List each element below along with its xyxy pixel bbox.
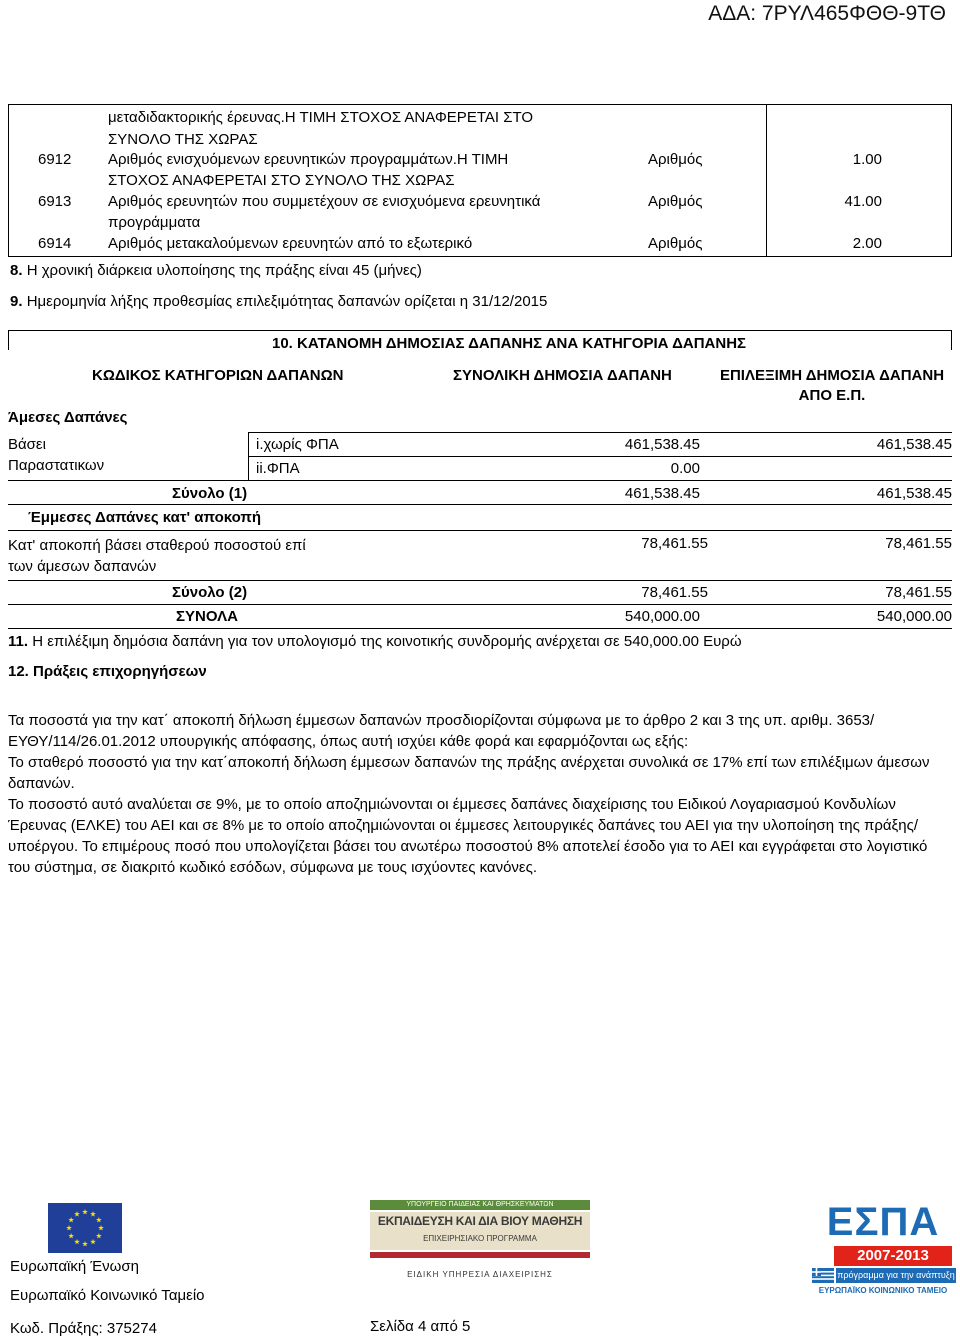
eu-label: Ευρωπαϊκή Ένωση [10, 1258, 139, 1275]
table-left-border [8, 104, 9, 256]
row-border [8, 480, 952, 481]
indicator-code: 6914 [38, 235, 72, 252]
row-vat-label: ii.ΦΠΑ [256, 460, 300, 477]
indicator-text: Αριθμός ενισχυόμενων ερευνητικών προγραμμάτων.Η ΤΙΜΗ [108, 151, 509, 168]
indicator-unit: Αριθμός [648, 151, 703, 168]
espa-slogan: πρόγραμμα για την ανάπτυξη [836, 1268, 956, 1283]
espa-fund: ΕΥΡΩΠΑΪΚΟ ΚΟΙΝΩΝΙΚΟ ΤΑΜΕΙΟ [818, 1286, 948, 1295]
row-novat-total: 461,538.45 [624, 436, 700, 453]
basis-label: Βάσει [8, 436, 46, 453]
indicator-value: 41.00 [844, 193, 882, 210]
project-code: Κωδ. Πράξης: 375274 [10, 1320, 157, 1337]
flat-rate-explanation [8, 710, 948, 878]
flat-rate-eligible: 78,461.55 [885, 535, 952, 552]
flat-rate-total: 78,461.55 [641, 535, 708, 552]
basis-label-2: Παραστατικων [8, 457, 105, 474]
budget-title: 10. ΚΑΤΑΝΟΜΗ ΔΗΜΟΣΙΑΣ ΔΑΠΑΝΗΣ ΑΝΑ ΚΑΤΗΓΟΡΙΑ ΔΑΠΑΝΗΣ [272, 335, 747, 352]
page-number: Σελίδα 4 από 5 [370, 1318, 471, 1335]
subtotal-2-total: 78,461.55 [641, 584, 708, 601]
flat-rate-label-2: των άμεσων δαπανών [8, 558, 157, 575]
grand-total-label: ΣΥΝΟΛΑ [176, 608, 238, 625]
row-novat-eligible: 461,538.45 [876, 436, 952, 453]
subtotal-1-eligible: 461,538.45 [876, 485, 952, 502]
indicator-text: Αριθμός μετακαλούμενων ερευνητών από το εξωτερικό [108, 235, 473, 252]
section-9 [10, 293, 547, 310]
row-vat-total: 0.00 [670, 460, 700, 477]
managing-authority: ΕΙΔΙΚΗ ΥΠΗΡΕΣΙΑ ΔΙΑΧΕΙΡΙΣΗΣ [407, 1270, 553, 1279]
table-bottom-border [8, 256, 952, 257]
greek-flag-cross [812, 1271, 821, 1273]
budget-right-border [951, 330, 952, 350]
table-right-border [951, 104, 952, 256]
table-divider [766, 104, 767, 256]
budget-left-border [8, 330, 9, 350]
paragraph: Το σταθερό ποσοστό για την κατ΄αποκοπή δήλωση έμμεσων δαπανών της πράξης ανέρχεται συνολικά σε 17% επί των επιλέξιμων άμεσων δαπανών. [8, 754, 930, 792]
subtotal-1-label: Σύνολο (1) [172, 485, 248, 502]
row-border [8, 530, 952, 531]
row-border [248, 456, 952, 457]
indicator-text: ΣΤΟΧΟΣ ΑΝΑΦΕΡΕΤΑΙ ΣΤΟ ΣΥΝΟΛΟ ΤΗΣ ΧΩΡΑΣ [108, 172, 455, 189]
indicator-text: μεταδιδακτορικής έρευνας.Η ΤΙΜΗ ΣΤΟΧΟΣ ΑΝΑΦΕΡΕΤΑΙ ΣΤΟ [108, 109, 534, 126]
direct-costs-title: Άμεσες Δαπάνες [8, 409, 128, 426]
row-border [8, 604, 952, 605]
row-border [248, 432, 952, 433]
section-8-number: 8. [10, 262, 23, 279]
indicator-text: Αριθμός ερευνητών που συμμετέχουν σε ενισχυόμενα ερευνητικά [108, 193, 541, 210]
ministry-name: ΥΠΟΥΡΓΕΙΟ ΠΑΙΔΕΙΑΣ ΚΑΙ ΘΡΗΣΚΕΥΜΑΤΩΝ [406, 1201, 554, 1208]
indicator-unit: Αριθμός [648, 235, 703, 252]
column-header-code: ΚΩΔΙΚΟΣ ΚΑΤΗΓΟΡΙΩΝ ΔΑΠΑΝΩΝ [92, 367, 344, 384]
esf-label: Ευρωπαϊκό Κοινωνικό Ταμείο [10, 1287, 205, 1304]
row-border [8, 504, 952, 505]
flat-rate-label: Κατ' αποκοπή βάσει σταθερού ποσοστού επί [8, 537, 306, 554]
greek-flag-stripe [812, 1278, 834, 1280]
indirect-costs-title: Έμμεσες Δαπάνες κατ' αποκοπή [28, 509, 262, 526]
grand-total-eligible: 540,000.00 [876, 608, 952, 625]
espa-title: ΕΣΠΑ [826, 1200, 940, 1244]
indicator-text: προγράμματα [108, 214, 201, 231]
greek-flag-icon [812, 1268, 834, 1283]
indicator-code: 6912 [38, 151, 72, 168]
column-header-eligible-2: ΑΠΟ Ε.Π. [798, 387, 866, 404]
section-11-number: 11. [8, 633, 29, 650]
paragraph: Το ποσοστό αυτό αναλύεται σε 9%, με το οποίο αποζημιώνονται οι έμμεσες δαπάνες διαχείρισης του Ειδικού Λογαριασμού Κονδυλίων Έρευνας (ΕΛΚΕ) του ΑΕΙ και σε 8% με το οποίο αποζημιώνονται οι έμμεσες λειτουργικές δαπάνες του ΑΕΙ για την υλοποίηση της πράξης/υποέργου. Το επιμέρους ποσό που υπολογίζεται βάσει του ανωτέρω ποσοστού 8% αποτελεί έσοδο για το ΑΕΙ και εγγράφεται στο λογιστικό του σύστημα, σε διακριτό κωδικό εσόδων, σύμφωνα με τους ισχύοντες κανόνες. [8, 796, 928, 876]
section-12-title: 12. Πράξεις επιχορηγήσεων [8, 663, 207, 680]
programme-subtitle: ΕΠΙΧΕΙΡΗΣΙΑΚΟ ΠΡΟΓΡΑΜΜΑ [423, 1234, 537, 1243]
row-border [8, 580, 952, 581]
subtotal-2-label: Σύνολο (2) [172, 584, 248, 601]
ada-header: ΑΔΑ: 7ΡΥΛ465ΦΘΘ-9ΤΘ [708, 2, 946, 25]
table-top-border [8, 104, 952, 105]
section-11 [8, 633, 742, 650]
indicator-unit: Αριθμός [648, 193, 703, 210]
grand-total-total: 540,000.00 [624, 608, 700, 625]
section-9-number: 9. [10, 293, 23, 310]
section-8 [10, 262, 422, 279]
section-9-text: Ημερομηνία λήξης προθεσμίας επιλεξιμότητας δαπανών ορίζεται η 31/12/2015 [26, 293, 548, 310]
programme-name: ΕΚΠΑΙΔΕΥΣΗ ΚΑΙ ΔΙΑ ΒΙΟΥ ΜΑΘΗΣΗ [377, 1214, 583, 1228]
column-header-eligible: ΕΠΙΛΕΞΙΜΗ ΔΗΜΟΣΙΑ ΔΑΠΑΝΗ [719, 367, 945, 384]
budget-top-border [8, 330, 952, 331]
column-header-total: ΣΥΝΟΛΙΚΗ ΔΗΜΟΣΙΑ ΔΑΠΑΝΗ [453, 367, 672, 384]
row-border [8, 628, 952, 629]
espa-logo [808, 1200, 958, 1296]
subtotal-1-total: 461,538.45 [624, 485, 700, 502]
paragraph: Τα ποσοστά για την κατ΄ αποκοπή δήλωση έμμεσων δαπανών προσδιορίζονται σύμφωνα με το άρθρο 2 και 3 της υπ. αριθμ. 3653/ΕΥΘΥ/114/26.01.2012 υπουργικής απόφασης, όπως αυτή ισχύει κάθε φορά και εφαρμόζονται ως εξής: [8, 712, 875, 750]
eu-flag-logo [48, 1203, 122, 1253]
logo-band-red [370, 1252, 590, 1258]
subtotal-2-eligible: 78,461.55 [885, 584, 952, 601]
indicator-value: 1.00 [852, 151, 882, 168]
section-11-text: Η επιλέξιμη δημόσια δαπάνη για τον υπολογισμό της κοινοτικής συνδρομής ανέρχεται σε 540,000.00 Ευρώ [32, 633, 742, 650]
indicator-value: 2.00 [852, 235, 882, 252]
section-8-text: Η χρονική διάρκεια υλοποίησης της πράξης είναι 45 (μήνες) [26, 262, 422, 279]
indicator-text: ΣΥΝΟΛΟ ΤΗΣ ΧΩΡΑΣ [108, 131, 258, 148]
espa-years: 2007-2013 [834, 1246, 952, 1266]
row-novat-label: i.χωρίς ΦΠΑ [256, 436, 339, 453]
indicator-code: 6913 [38, 193, 72, 210]
ministry-logo [370, 1200, 590, 1288]
